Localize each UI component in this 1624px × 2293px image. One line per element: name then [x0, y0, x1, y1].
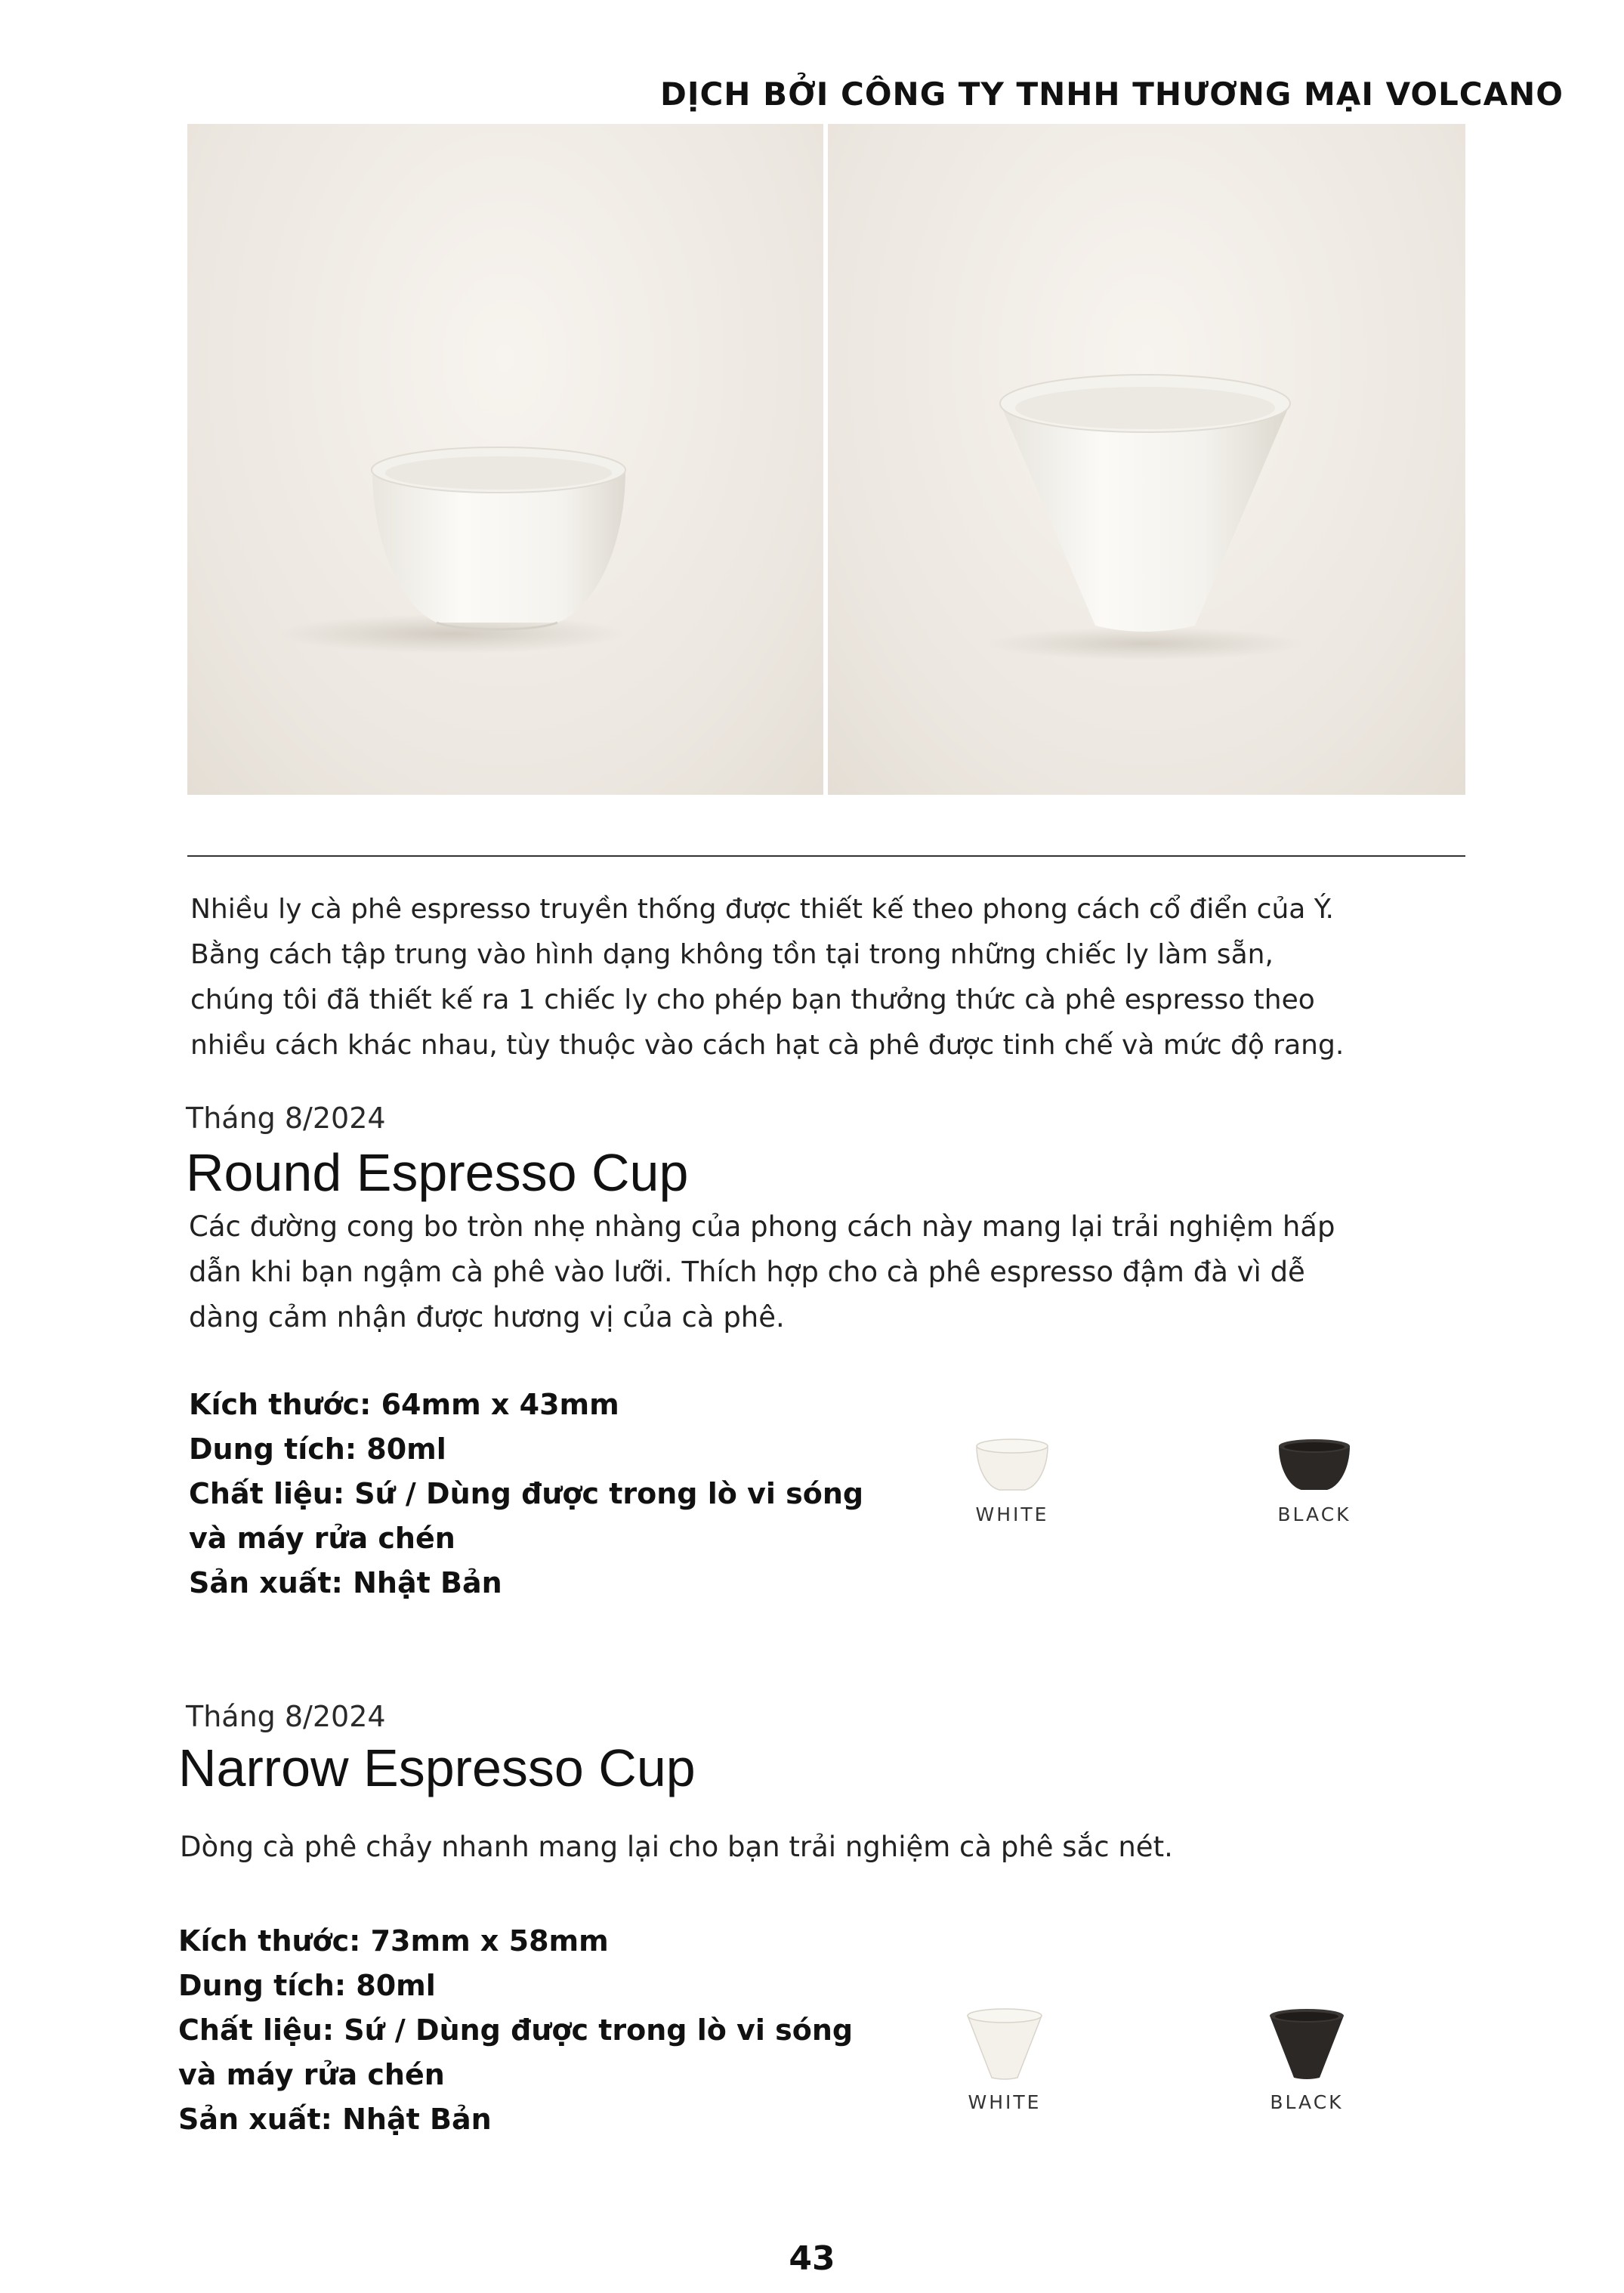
- product-date: Tháng 8/2024: [186, 1102, 386, 1135]
- narrow-cup-illustration: [828, 124, 1465, 795]
- spec-capacity: Dung tích: 80ml: [189, 1432, 446, 1466]
- product-title: Narrow Espresso Cup: [178, 1738, 696, 1797]
- variant-label: WHITE: [968, 2091, 1042, 2113]
- spec-capacity: Dung tích: 80ml: [178, 1969, 436, 2002]
- product-description: [189, 1204, 1335, 1340]
- product-specs: [178, 1919, 853, 2142]
- spec-material: Chất liệu: Sứ / Dùng được trong lò vi sóng: [178, 2013, 854, 2047]
- product-specs: [189, 1383, 863, 1605]
- variant-white-swatch[interactable]: [929, 1435, 1095, 1525]
- intro-line: Nhiều ly cà phê espresso truyền thống được thiết kế theo phong cách cổ điển của Ý.: [190, 894, 1334, 925]
- round-cup-white-icon: [971, 1435, 1054, 1494]
- product-photo-strip: [187, 124, 1465, 795]
- intro-line: chúng tôi đã thiết kế ra 1 chiếc ly cho phép bạn thưởng thức cà phê espresso theo: [190, 984, 1315, 1015]
- intro-paragraph: [190, 887, 1474, 1068]
- description-line: Các đường cong bo tròn nhẹ nhàng của phong cách này mang lại trải nghiệm hấp: [189, 1210, 1335, 1243]
- description-line: dàng cảm nhận được hương vị của cà phê.: [189, 1301, 785, 1333]
- spec-size: Kích thước: 73mm x 58mm: [178, 1924, 609, 1958]
- product-date: Tháng 8/2024: [186, 1700, 386, 1733]
- round-cup-photo: [187, 124, 823, 795]
- variant-label: WHITE: [975, 1503, 1049, 1525]
- product-description: [180, 1825, 1173, 1870]
- spec-size: Kích thước: 64mm x 43mm: [189, 1388, 619, 1421]
- variant-label: BLACK: [1277, 1503, 1351, 1525]
- intro-line: Bằng cách tập trung vào hình dạng không tồn tại trong những chiếc ly làm sẵn,: [190, 939, 1274, 970]
- variant-black-swatch[interactable]: [1224, 2007, 1390, 2113]
- spec-material-cont: và máy rửa chén: [178, 2058, 445, 2091]
- intro-line: nhiều cách khác nhau, tùy thuộc vào cách hạt cà phê được tinh chế và mức độ rang.: [190, 1030, 1345, 1061]
- narrow-cup-white-icon: [963, 2007, 1046, 2082]
- variant-black-swatch[interactable]: [1231, 1435, 1397, 1525]
- spec-material: Chất liệu: Sứ / Dùng được trong lò vi sóng: [189, 1477, 864, 1510]
- page-header: DỊCH BỞI CÔNG TY TNHH THƯƠNG MẠI VOLCANO: [659, 76, 1564, 113]
- narrow-cup-black-icon: [1265, 2007, 1348, 2082]
- description-line: dẫn khi bạn ngậm cà phê vào lưỡi. Thích hợp cho cà phê espresso đậm đà vì dễ: [189, 1256, 1305, 1288]
- divider-line: [187, 855, 1465, 857]
- variant-label: BLACK: [1270, 2091, 1344, 2113]
- narrow-cup-photo: [828, 124, 1465, 795]
- round-cup-black-icon: [1273, 1435, 1356, 1494]
- page-number: 43: [789, 2239, 835, 2278]
- product-title: Round Espresso Cup: [186, 1143, 689, 1202]
- round-cup-illustration: [187, 124, 823, 795]
- spec-origin: Sản xuất: Nhật Bản: [178, 2103, 492, 2136]
- variant-white-swatch[interactable]: [922, 2007, 1088, 2113]
- spec-material-cont: và máy rửa chén: [189, 1522, 455, 1555]
- description-line: Dòng cà phê chảy nhanh mang lại cho bạn trải nghiệm cà phê sắc nét.: [180, 1831, 1173, 1863]
- spec-origin: Sản xuất: Nhật Bản: [189, 1566, 502, 1599]
